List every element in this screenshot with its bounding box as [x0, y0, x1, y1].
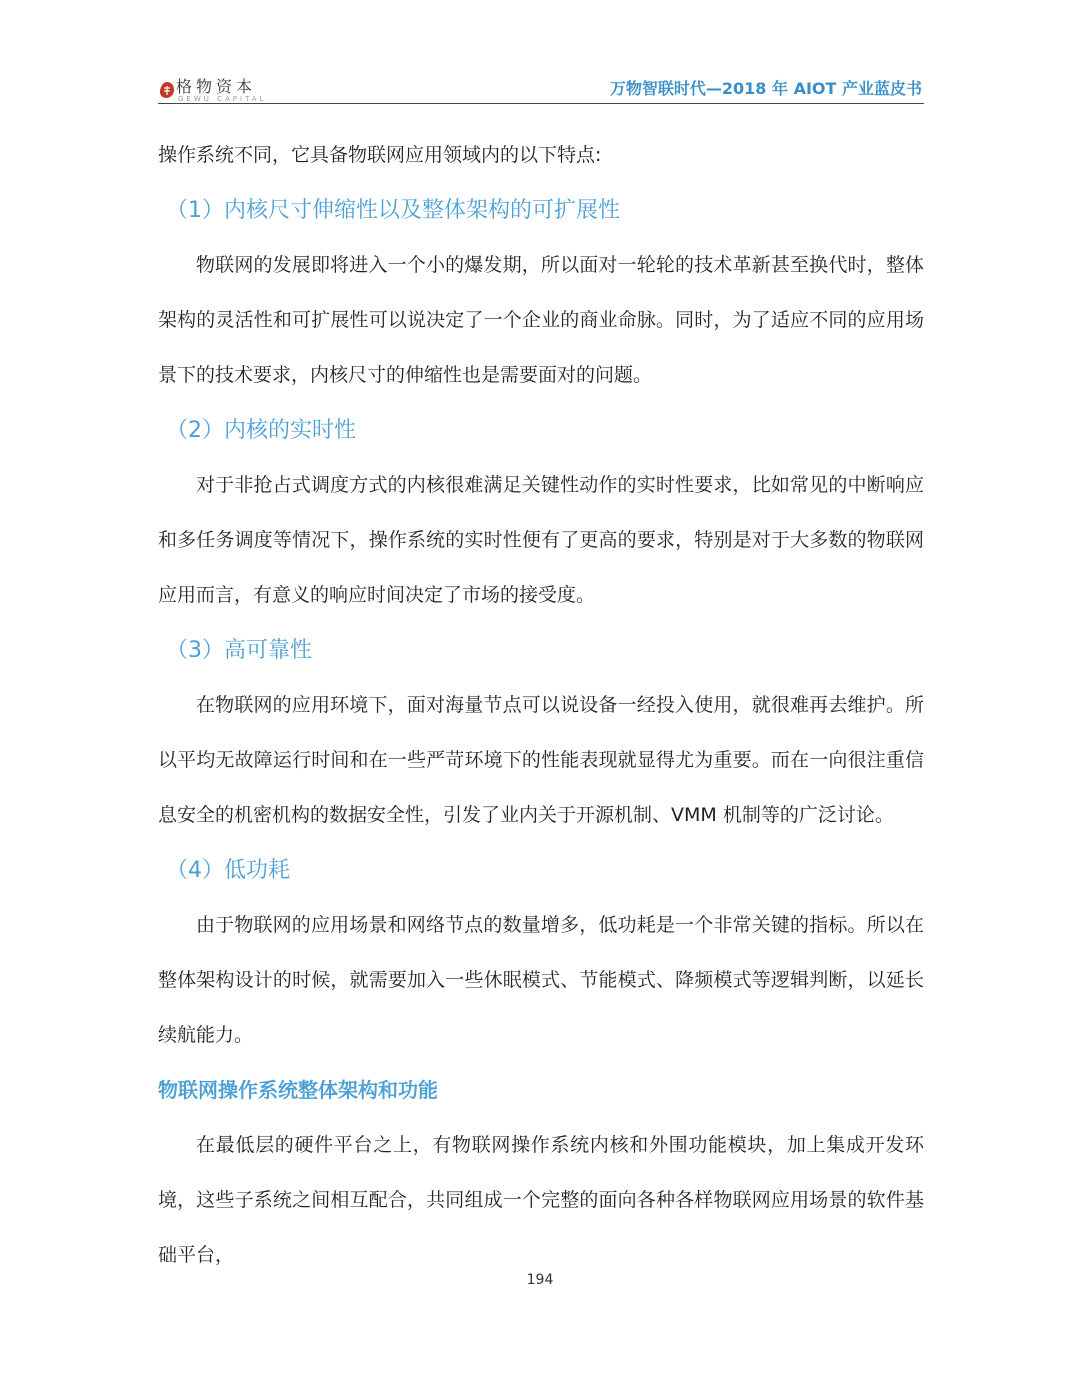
subheading-1: （1）内核尺寸伸缩性以及整体架构的可扩展性 [166, 198, 620, 223]
page-content [158, 128, 924, 1283]
logo [158, 76, 268, 106]
subheading-3: （3）高可靠性 [166, 638, 312, 663]
subheading-2: （2）内核的实时性 [166, 418, 356, 443]
section-title: 物联网操作系统整体架构和功能 [158, 1078, 438, 1102]
intro-paragraph: 操作系统不同，它具备物联网应用领域内的以下特点: [158, 144, 602, 166]
header-title: 万物智联时代—2018 年 AIOT 产业蓝皮书 [609, 79, 922, 98]
paragraph-1: 物联网的发展即将进入一个小的爆发期，所以面对一轮轮的技术革新甚至换代时，整体架构的灵活性和可扩展性可以说决定了一个企业的商业命脉。同时，为了适应不同的应用场景下的技术要求，内核尺寸的伸缩性也是需要面对的问题。 [158, 254, 924, 386]
paragraph-4: 由于物联网的应用场景和网络节点的数量增多，低功耗是一个非常关键的指标。所以在整体架构设计的时候，就需要加入一些休眠模式、节能模式、降频模式等逻辑判断，以延长续航能力。 [158, 914, 924, 1046]
logo-subtitle: GEWU CAPITAL [178, 95, 267, 103]
subheading-4: （4）低功耗 [166, 858, 290, 883]
page-number: 194 [526, 1272, 554, 1288]
paragraph-5: 在最低层的硬件平台之上，有物联网操作系统内核和外围功能模块，加上集成开发环境，这些子系统之间相互配合，共同组成一个完整的面向各种各样物联网应用场景的软件基础平台， [158, 1134, 924, 1266]
logo-name: 格物资本 [176, 77, 257, 96]
paragraph-2: 对于非抢占式调度方式的内核很难满足关键性动作的实时性要求，比如常见的中断响应和多任务调度等情况下，操作系统的实时性便有了更高的要求，特别是对于大多数的物联网应用而言，有意义的响应时间决定了市场的接受度。 [158, 474, 924, 606]
header-divider [158, 103, 924, 104]
logo-seal-icon [158, 81, 176, 99]
paragraph-3: 在物联网的应用环境下，面对海量节点可以说设备一经投入使用，就很难再去维护。所以平均无故障运行时间和在一些严苛环境下的性能表现就显得尤为重要。而在一向很注重信息安全的机密机构的数据安全性，引发了业内关于开源机制、VMM 机制等的广泛讨论。 [158, 694, 924, 826]
